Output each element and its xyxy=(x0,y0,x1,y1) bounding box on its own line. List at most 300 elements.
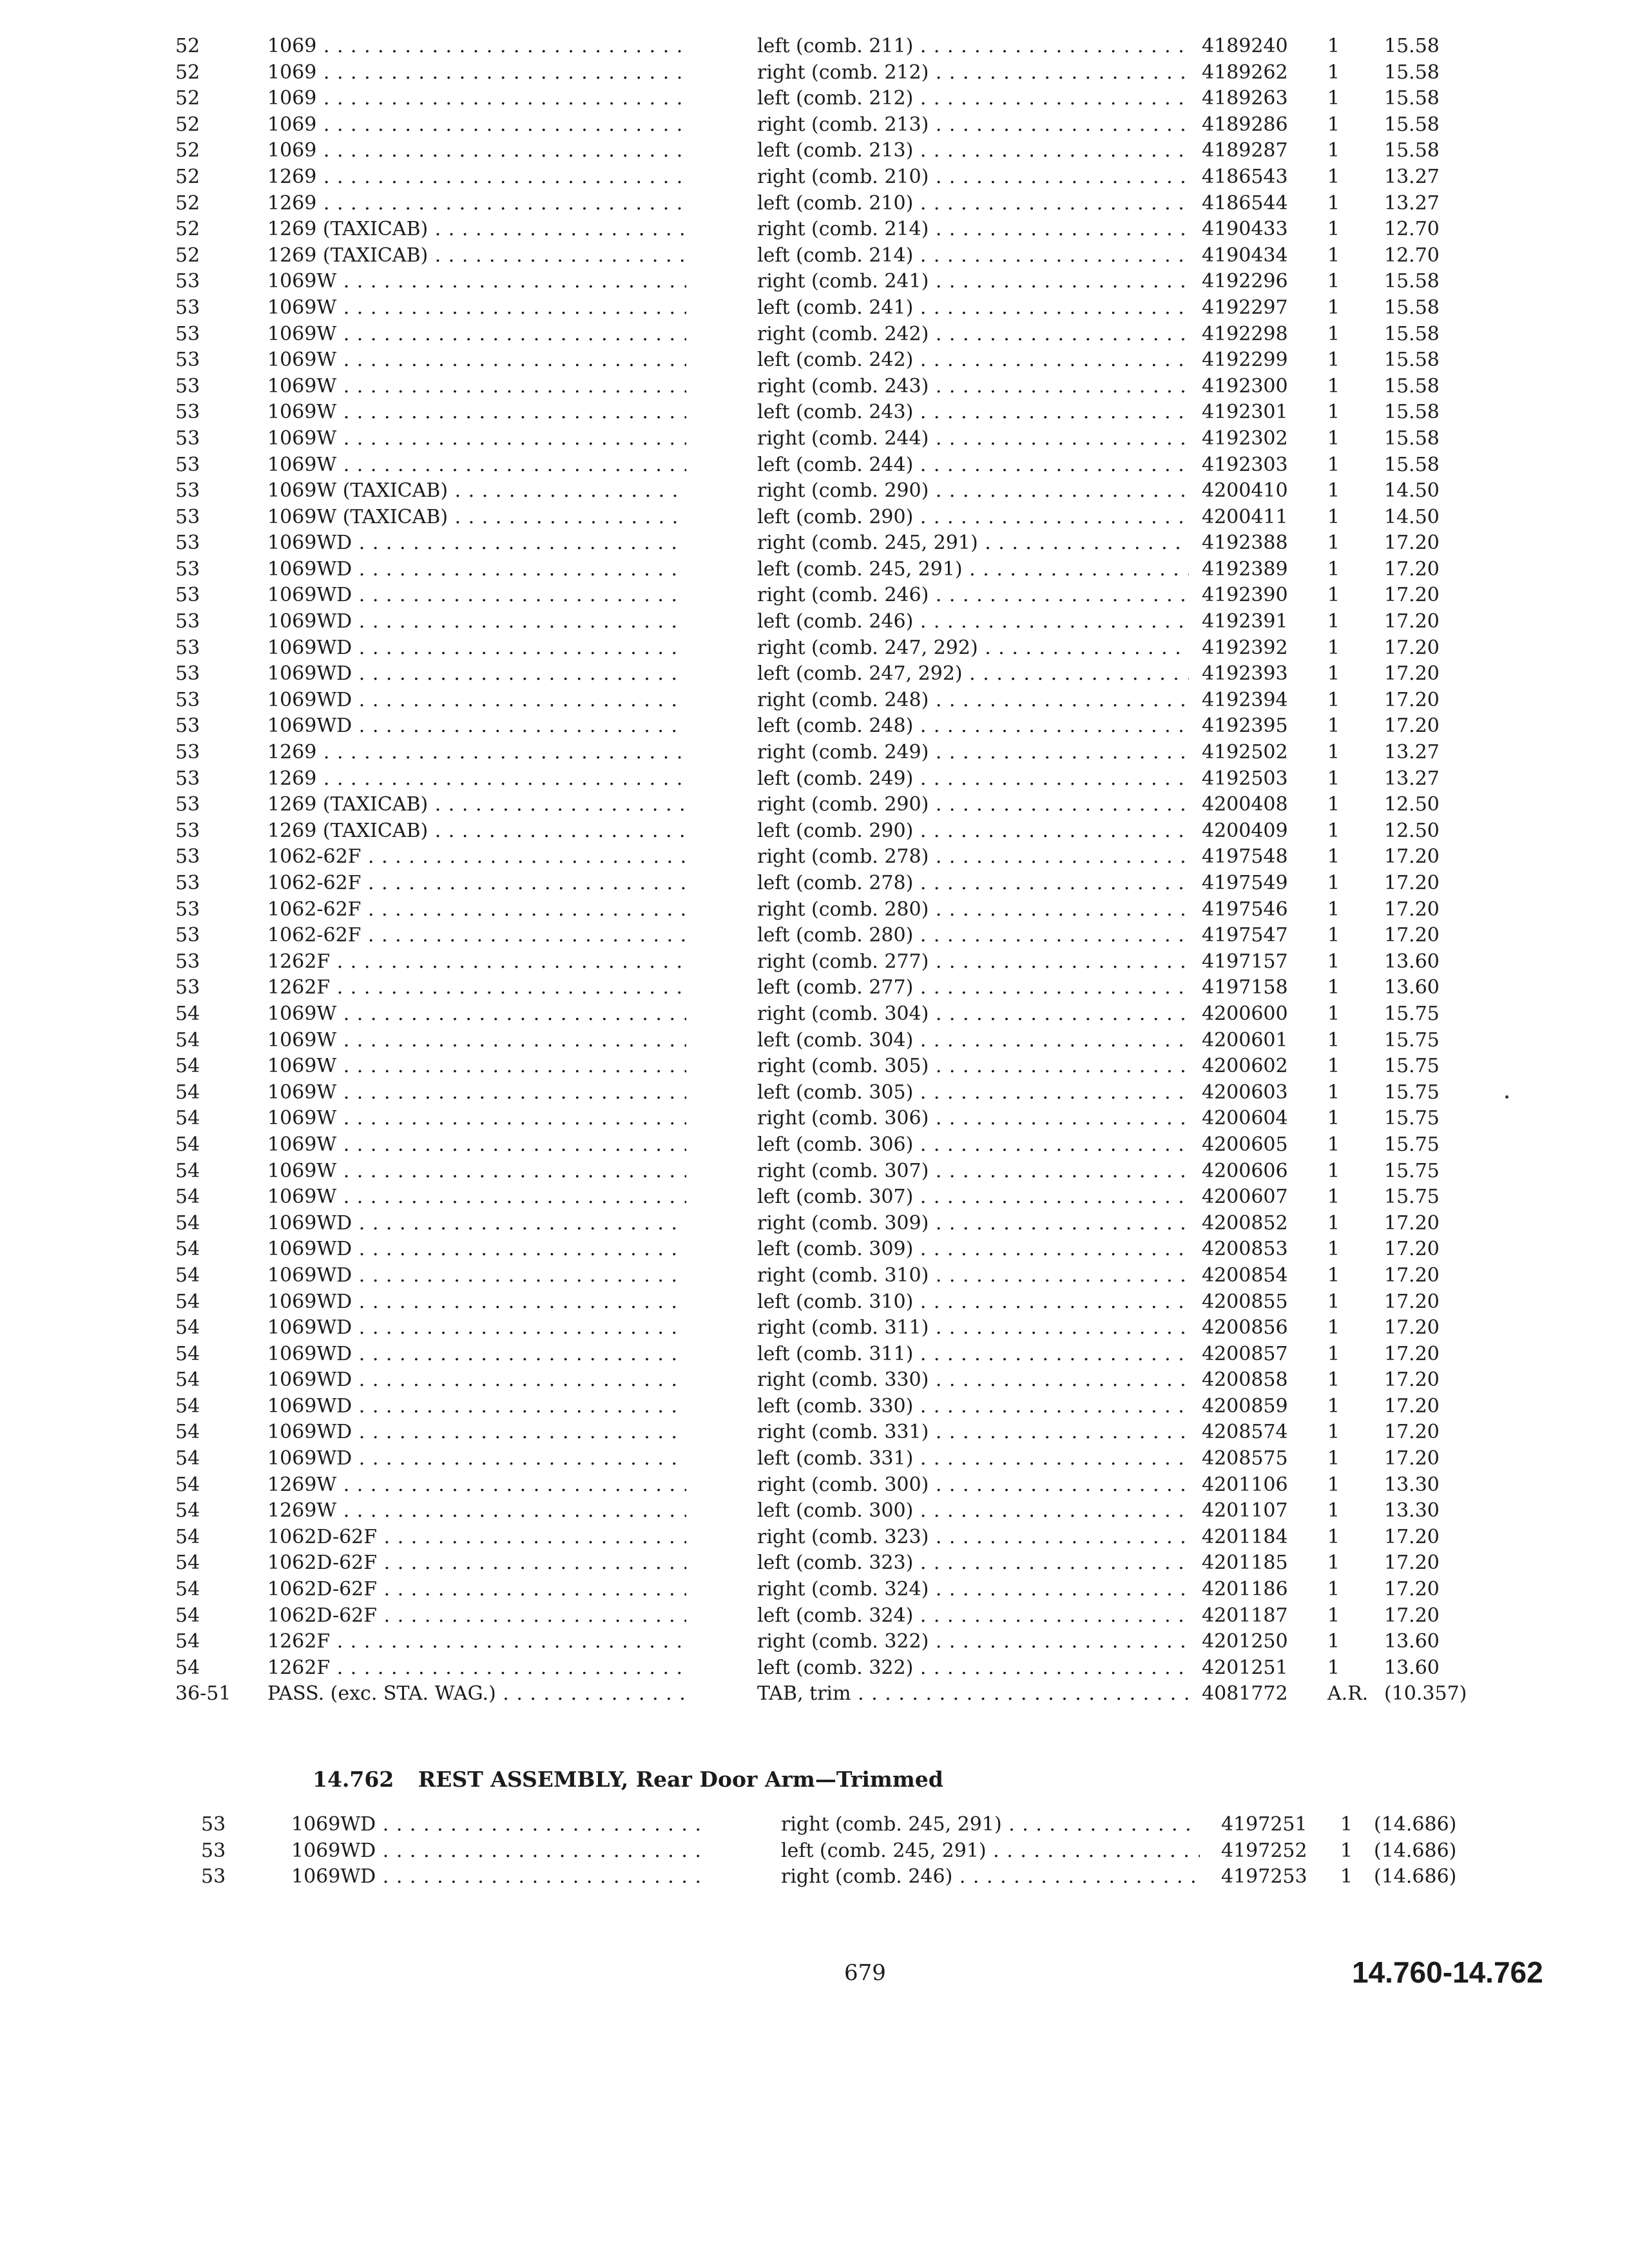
cell-model: 1069 . . . xyxy=(267,112,686,139)
cell-year: 54 xyxy=(175,1133,200,1156)
cell-model: 1069WD . . . xyxy=(267,635,686,662)
cell-price: 15.58 xyxy=(1384,453,1440,476)
cell-year: 53 xyxy=(175,427,200,450)
cell-model: 1069W . . . xyxy=(267,295,686,322)
table-row xyxy=(0,1367,1629,1394)
cell-part: 4208574 xyxy=(1202,1421,1288,1444)
cell-qty: 1 xyxy=(1327,741,1340,764)
cell-year: 53 xyxy=(175,872,200,894)
cell-qty: 1 xyxy=(1327,1394,1340,1418)
table-row xyxy=(0,1812,1629,1838)
table-row xyxy=(0,478,1629,505)
cell-part: 4192300 xyxy=(1202,374,1288,398)
cell-qty: 1 xyxy=(1327,1081,1340,1104)
cell-year: 54 xyxy=(175,1578,200,1601)
cell-part: 4200856 xyxy=(1202,1316,1288,1340)
table-row xyxy=(0,818,1629,845)
section-heading xyxy=(313,1767,943,1792)
cell-model: 1069W . . . xyxy=(267,1158,686,1185)
cell-year: 52 xyxy=(175,165,200,188)
cell-model: 1069W . . . xyxy=(267,1132,686,1158)
cell-model: 1069 . . . xyxy=(267,138,686,164)
cell-desc: right (comb. 249) . . . xyxy=(757,740,1189,766)
cell-model: 1069W . . . xyxy=(267,1001,686,1028)
cell-model: 1069W . . . xyxy=(267,269,686,295)
cell-part: 4192502 xyxy=(1202,741,1288,764)
cell-price: 17.20 xyxy=(1384,1421,1440,1444)
table-row xyxy=(0,452,1629,479)
cell-price: 13.60 xyxy=(1384,1630,1440,1653)
cell-price: 13.30 xyxy=(1384,1473,1440,1496)
table-row xyxy=(0,582,1629,609)
cell-model: 1069WD . . . xyxy=(267,530,686,557)
cell-qty: 1 xyxy=(1327,1473,1340,1496)
cell-qty: 1 xyxy=(1327,1002,1340,1025)
cell-qty: 1 xyxy=(1327,139,1340,162)
table-row xyxy=(0,374,1629,400)
cell-model: 1269W . . . xyxy=(267,1472,686,1499)
cell-part: 4200606 xyxy=(1202,1159,1288,1182)
table-row xyxy=(0,1080,1629,1106)
cell-model: 1069WD . . . xyxy=(267,1263,686,1289)
cell-year: 53 xyxy=(175,532,200,555)
cell-price: 17.20 xyxy=(1384,1394,1440,1418)
cell-part: 4192395 xyxy=(1202,715,1288,738)
cell-desc: left (comb. 330) . . . xyxy=(757,1394,1189,1420)
cell-year: 54 xyxy=(175,1552,200,1575)
cell-part: 4200857 xyxy=(1202,1342,1288,1365)
cell-year: 53 xyxy=(175,584,200,607)
cell-qty: A.R. xyxy=(1327,1682,1369,1706)
cell-year: 53 xyxy=(175,924,200,947)
cell-price: 13.27 xyxy=(1384,165,1440,188)
cell-year: 52 xyxy=(175,87,200,110)
table-row xyxy=(0,1603,1629,1629)
cell-year: 53 xyxy=(175,950,200,973)
cell-year: 54 xyxy=(175,1473,200,1496)
cell-model: 1069WD . . . xyxy=(267,557,686,583)
cell-price: 17.20 xyxy=(1384,924,1440,947)
cell-price: 17.20 xyxy=(1384,557,1440,581)
table-row xyxy=(0,792,1629,818)
cell-model: 1069W . . . xyxy=(267,1106,686,1132)
cell-desc: right (comb. 243) . . . xyxy=(757,374,1189,400)
cell-price: 17.20 xyxy=(1384,1578,1440,1601)
cell-part: 4197251 xyxy=(1221,1813,1307,1836)
cell-qty: 1 xyxy=(1327,715,1340,738)
cell-part: 4200853 xyxy=(1202,1238,1288,1261)
cell-desc: left (comb. 248) . . . xyxy=(757,713,1189,740)
cell-qty: 1 xyxy=(1327,1656,1340,1679)
cell-desc: right (comb. 331) . . . xyxy=(757,1419,1189,1446)
cell-part: 4192298 xyxy=(1202,322,1288,345)
cell-part: 4200409 xyxy=(1202,819,1288,842)
cell-qty: 1 xyxy=(1327,479,1340,503)
cell-part: 4197252 xyxy=(1221,1839,1307,1862)
cell-part: 4197548 xyxy=(1202,845,1288,869)
cell-desc: right (comb. 290) . . . xyxy=(757,478,1189,505)
cell-part: 4190434 xyxy=(1202,244,1288,267)
cell-year: 53 xyxy=(175,767,200,790)
section-range: 14.760-14.762 xyxy=(1352,1956,1543,1989)
cell-model: 1062D-62F . . . xyxy=(267,1524,686,1551)
cell-qty: 1 xyxy=(1327,244,1340,267)
cell-price: 17.20 xyxy=(1384,688,1440,711)
cell-year: 53 xyxy=(175,845,200,869)
table-row xyxy=(0,505,1629,531)
cell-desc: left (comb. 249) . . . xyxy=(757,766,1189,793)
cell-qty: 1 xyxy=(1327,898,1340,921)
cell-desc: left (comb. 331) . . . xyxy=(757,1446,1189,1472)
table-row xyxy=(0,975,1629,1001)
cell-desc: left (comb. 277) . . . xyxy=(757,975,1189,1001)
cell-qty: 1 xyxy=(1327,1186,1340,1209)
cell-price: 17.20 xyxy=(1384,532,1440,555)
cell-price: 15.58 xyxy=(1384,374,1440,398)
cell-price: 12.70 xyxy=(1384,218,1440,241)
cell-price: 17.20 xyxy=(1384,1604,1440,1627)
cell-model: 1269 (TAXICAB) . . . xyxy=(267,792,686,818)
cell-model: 1062-62F . . . xyxy=(267,897,686,923)
cell-price: 17.20 xyxy=(1384,610,1440,633)
cell-part: 4192503 xyxy=(1202,767,1288,790)
cell-desc: right (comb. 214) . . . xyxy=(757,216,1189,243)
cell-qty: 1 xyxy=(1327,191,1340,215)
cell-qty: 1 xyxy=(1327,165,1340,188)
cell-model: 1269 (TAXICAB) . . . xyxy=(267,243,686,269)
cell-year: 53 xyxy=(175,898,200,921)
cell-qty: 1 xyxy=(1327,872,1340,894)
cell-price: 17.20 xyxy=(1384,1211,1440,1235)
cell-part: 4192390 xyxy=(1202,584,1288,607)
table-row xyxy=(0,949,1629,975)
cell-year: 53 xyxy=(175,636,200,659)
cell-desc: left (comb. 307) . . . xyxy=(757,1184,1189,1211)
cell-year: 53 xyxy=(175,741,200,764)
cell-model: 1069WD . . . xyxy=(291,1838,710,1865)
cell-price: 17.20 xyxy=(1384,1290,1440,1313)
cell-price: 17.20 xyxy=(1384,584,1440,607)
cell-year: 53 xyxy=(175,819,200,842)
table-row xyxy=(0,1446,1629,1472)
cell-part: 4201186 xyxy=(1202,1578,1288,1601)
cell-price: 17.20 xyxy=(1384,662,1440,686)
cell-model: 1069WD . . . xyxy=(291,1864,710,1890)
cell-part: 4197546 xyxy=(1202,898,1288,921)
cell-desc: right (comb. 248) . . . xyxy=(757,687,1189,714)
cell-model: 1069W . . . xyxy=(267,426,686,452)
cell-desc: left (comb. 213) . . . xyxy=(757,138,1189,164)
table-row xyxy=(0,1132,1629,1158)
parts-table xyxy=(0,34,1629,1707)
cell-year: 53 xyxy=(175,557,200,581)
cell-model: 1069W (TAXICAB) . . . xyxy=(267,478,686,505)
section-number: 14.762 xyxy=(313,1767,394,1792)
cell-desc: right (comb. 306) . . . xyxy=(757,1106,1189,1132)
cell-model: 1062-62F . . . xyxy=(267,844,686,870)
cell-desc: left (comb. 278) . . . xyxy=(757,870,1189,897)
table-row xyxy=(0,1028,1629,1054)
cell-qty: 1 xyxy=(1327,1238,1340,1261)
table-row xyxy=(0,295,1629,322)
table-row xyxy=(0,216,1629,243)
cell-part: 4200607 xyxy=(1202,1186,1288,1209)
cell-desc: left (comb. 245, 291) . . . xyxy=(781,1838,1200,1865)
cell-model: 1069 . . . xyxy=(267,60,686,86)
table-row xyxy=(0,1289,1629,1316)
cell-year: 54 xyxy=(175,1656,200,1679)
cell-part: 4189240 xyxy=(1202,35,1288,57)
cell-model: 1269 . . . xyxy=(267,164,686,191)
cell-price: 15.58 xyxy=(1384,35,1440,57)
cell-qty: 1 xyxy=(1327,532,1340,555)
cell-year: 53 xyxy=(175,349,200,372)
cell-part: 4200601 xyxy=(1202,1028,1288,1052)
cell-desc: left (comb. 211) . . . xyxy=(757,34,1189,60)
table-row xyxy=(0,1864,1629,1890)
cell-model: 1069W . . . xyxy=(267,322,686,348)
cell-price: 12.70 xyxy=(1384,244,1440,267)
table-row xyxy=(0,1236,1629,1263)
cell-part: 4192303 xyxy=(1202,453,1288,476)
cell-year: 54 xyxy=(175,1447,200,1470)
cell-desc: left (comb. 212) . . . xyxy=(757,86,1189,112)
cell-part: 4186544 xyxy=(1202,191,1288,215)
table-row xyxy=(0,1577,1629,1603)
table-row xyxy=(0,1629,1629,1655)
cell-part: 4200602 xyxy=(1202,1055,1288,1078)
cell-qty: 1 xyxy=(1327,1447,1340,1470)
cell-price: 15.58 xyxy=(1384,401,1440,424)
table-row xyxy=(0,86,1629,112)
cell-price: 15.58 xyxy=(1384,61,1440,84)
cell-qty: 1 xyxy=(1340,1839,1353,1862)
cell-year: 53 xyxy=(201,1865,226,1888)
cell-part: 4208575 xyxy=(1202,1447,1288,1470)
cell-qty: 1 xyxy=(1327,950,1340,973)
cell-desc: left (comb. 322) . . . xyxy=(757,1655,1189,1682)
cell-desc: right (comb. 290) . . . xyxy=(757,792,1189,818)
cell-part: 4192394 xyxy=(1202,688,1288,711)
cell-price: 17.20 xyxy=(1384,1447,1440,1470)
cell-year: 53 xyxy=(175,374,200,398)
cell-part: 4189286 xyxy=(1202,113,1288,136)
cell-desc: left (comb. 311) . . . xyxy=(757,1341,1189,1368)
cell-desc: right (comb. 246) . . . xyxy=(757,582,1189,609)
cell-qty: 1 xyxy=(1340,1865,1353,1888)
cell-desc: right (comb. 213) . . . xyxy=(757,112,1189,139)
table-row xyxy=(0,1053,1629,1080)
cell-part: 4200852 xyxy=(1202,1211,1288,1235)
cell-part: 4201185 xyxy=(1202,1552,1288,1575)
cell-price: 15.75 xyxy=(1384,1186,1440,1209)
cell-model: 1069W (TAXICAB) . . . xyxy=(267,505,686,531)
cell-qty: 1 xyxy=(1327,636,1340,659)
table-row xyxy=(0,897,1629,923)
cell-desc: left (comb. 290) . . . xyxy=(757,505,1189,531)
table-row xyxy=(0,713,1629,740)
cell-desc: right (comb. 246) . . . xyxy=(781,1864,1200,1890)
cell-year: 52 xyxy=(175,218,200,241)
cell-price: 13.60 xyxy=(1384,950,1440,973)
table-row xyxy=(0,844,1629,870)
cell-price: 17.20 xyxy=(1384,845,1440,869)
cell-model: 1069W . . . xyxy=(267,1028,686,1054)
cell-model: 1269 . . . xyxy=(267,191,686,217)
cell-part: 4192392 xyxy=(1202,636,1288,659)
cell-model: 1269W . . . xyxy=(267,1498,686,1524)
cell-price: (14.686) xyxy=(1374,1813,1457,1836)
cell-price: 12.50 xyxy=(1384,819,1440,842)
cell-part: 4197253 xyxy=(1221,1865,1307,1888)
cell-qty: 1 xyxy=(1327,113,1340,136)
cell-desc: right (comb. 324) . . . xyxy=(757,1577,1189,1603)
cell-year: 54 xyxy=(175,1525,200,1548)
table-row xyxy=(0,870,1629,897)
cell-part: 4081772 xyxy=(1202,1682,1288,1706)
cell-desc: left (comb. 210) . . . xyxy=(757,191,1189,217)
cell-qty: 1 xyxy=(1327,610,1340,633)
cell-year: 53 xyxy=(175,793,200,816)
cell-price: 17.20 xyxy=(1384,636,1440,659)
cell-desc: left (comb. 241) . . . xyxy=(757,295,1189,322)
table-row xyxy=(0,1263,1629,1289)
cell-year: 53 xyxy=(175,322,200,345)
cell-price: 15.75 xyxy=(1384,1028,1440,1052)
cell-part: 4200858 xyxy=(1202,1369,1288,1392)
table-row xyxy=(0,399,1629,426)
cell-model: 1069WD . . . xyxy=(267,1394,686,1420)
cell-qty: 1 xyxy=(1327,1264,1340,1287)
cell-year: 54 xyxy=(175,1081,200,1104)
cell-qty: 1 xyxy=(1327,1552,1340,1575)
cell-year: 54 xyxy=(175,1264,200,1287)
cell-model: 1069WD . . . xyxy=(291,1812,710,1838)
table-row xyxy=(0,687,1629,714)
cell-price: 15.58 xyxy=(1384,139,1440,162)
cell-qty: 1 xyxy=(1327,1578,1340,1601)
cell-part: 4192302 xyxy=(1202,427,1288,450)
cell-qty: 1 xyxy=(1327,453,1340,476)
cell-qty: 1 xyxy=(1327,662,1340,686)
cell-year: 54 xyxy=(175,1630,200,1653)
cell-qty: 1 xyxy=(1340,1813,1353,1836)
cell-year: 52 xyxy=(175,113,200,136)
cell-part: 4190433 xyxy=(1202,218,1288,241)
cell-price: 15.75 xyxy=(1384,1055,1440,1078)
cell-desc: right (comb. 280) . . . xyxy=(757,897,1189,923)
cell-model: 1069W . . . xyxy=(267,1053,686,1080)
cell-qty: 1 xyxy=(1327,1107,1340,1130)
cell-price: 15.75 xyxy=(1384,1159,1440,1182)
cell-year: 54 xyxy=(175,1186,200,1209)
cell-model: 1069WD . . . xyxy=(267,1367,686,1394)
cell-price: 17.20 xyxy=(1384,872,1440,894)
table-row xyxy=(0,1681,1629,1707)
cell-desc: left (comb. 214) . . . xyxy=(757,243,1189,269)
cell-price: (14.686) xyxy=(1374,1865,1457,1888)
cell-desc: right (comb. 311) . . . xyxy=(757,1315,1189,1341)
cell-qty: 1 xyxy=(1327,1369,1340,1392)
cell-price: 17.20 xyxy=(1384,1342,1440,1365)
cell-qty: 1 xyxy=(1327,1525,1340,1548)
cell-desc: right (comb. 300) . . . xyxy=(757,1472,1189,1499)
cell-year: 53 xyxy=(175,453,200,476)
cell-price: 17.20 xyxy=(1384,1316,1440,1340)
cell-part: 4200600 xyxy=(1202,1002,1288,1025)
cell-model: 1069 . . . xyxy=(267,86,686,112)
cell-price: 17.20 xyxy=(1384,1552,1440,1575)
cell-desc: TAB, trim . . . xyxy=(757,1681,1189,1707)
cell-part: 4201184 xyxy=(1202,1525,1288,1548)
cell-price: 15.58 xyxy=(1384,427,1440,450)
table-row xyxy=(0,1001,1629,1028)
cell-part: 4200854 xyxy=(1202,1264,1288,1287)
cell-part: 4201251 xyxy=(1202,1656,1288,1679)
cell-desc: left (comb. 242) . . . xyxy=(757,347,1189,374)
cell-desc: right (comb. 277) . . . xyxy=(757,949,1189,975)
cell-qty: 1 xyxy=(1327,584,1340,607)
cell-model: 1069WD . . . xyxy=(267,1341,686,1368)
cell-part: 4192389 xyxy=(1202,557,1288,581)
cell-desc: right (comb. 309) . . . xyxy=(757,1211,1189,1237)
cell-desc: right (comb. 241) . . . xyxy=(757,269,1189,295)
table-row xyxy=(0,1394,1629,1420)
cell-model: 1069WD . . . xyxy=(267,609,686,635)
cell-price: 17.20 xyxy=(1384,1525,1440,1548)
cell-part: 4201106 xyxy=(1202,1473,1288,1496)
cell-part: 4192299 xyxy=(1202,349,1288,372)
parts-table-arm-rest xyxy=(0,1812,1629,1890)
cell-part: 4189287 xyxy=(1202,139,1288,162)
section-title: REST ASSEMBLY, Rear Door Arm—Trimmed xyxy=(418,1767,943,1792)
table-row xyxy=(0,530,1629,557)
cell-model: 1062D-62F . . . xyxy=(267,1550,686,1577)
cell-qty: 1 xyxy=(1327,1055,1340,1078)
cell-model: 1069W . . . xyxy=(267,1184,686,1211)
cell-year: 53 xyxy=(175,479,200,503)
cell-qty: 1 xyxy=(1327,924,1340,947)
cell-qty: 1 xyxy=(1327,1604,1340,1627)
cell-model: 1269 (TAXICAB) . . . xyxy=(267,216,686,243)
cell-part: 4200855 xyxy=(1202,1290,1288,1313)
cell-part: 4200605 xyxy=(1202,1133,1288,1156)
cell-qty: 1 xyxy=(1327,1421,1340,1444)
cell-qty: 1 xyxy=(1327,35,1340,57)
cell-qty: 1 xyxy=(1327,819,1340,842)
cell-qty: 1 xyxy=(1327,767,1340,790)
cell-model: 1062-62F . . . xyxy=(267,923,686,949)
cell-model: 1262F . . . xyxy=(267,975,686,1001)
cell-year: 52 xyxy=(175,139,200,162)
table-row xyxy=(0,661,1629,687)
cell-model: 1069WD . . . xyxy=(267,582,686,609)
cell-year: 53 xyxy=(175,976,200,999)
cell-price: 14.50 xyxy=(1384,505,1440,528)
cell-desc: right (comb. 330) . . . xyxy=(757,1367,1189,1394)
table-row xyxy=(0,138,1629,164)
cell-model: 1062D-62F . . . xyxy=(267,1577,686,1603)
cell-qty: 1 xyxy=(1327,87,1340,110)
cell-price: 13.27 xyxy=(1384,741,1440,764)
cell-year: 54 xyxy=(175,1421,200,1444)
cell-model: PASS. (exc. STA. WAG.) . . . xyxy=(267,1681,686,1707)
table-row xyxy=(0,1838,1629,1865)
cell-price: 15.58 xyxy=(1384,296,1440,319)
table-row xyxy=(0,609,1629,635)
cell-model: 1069W . . . xyxy=(267,399,686,426)
cell-qty: 1 xyxy=(1327,688,1340,711)
